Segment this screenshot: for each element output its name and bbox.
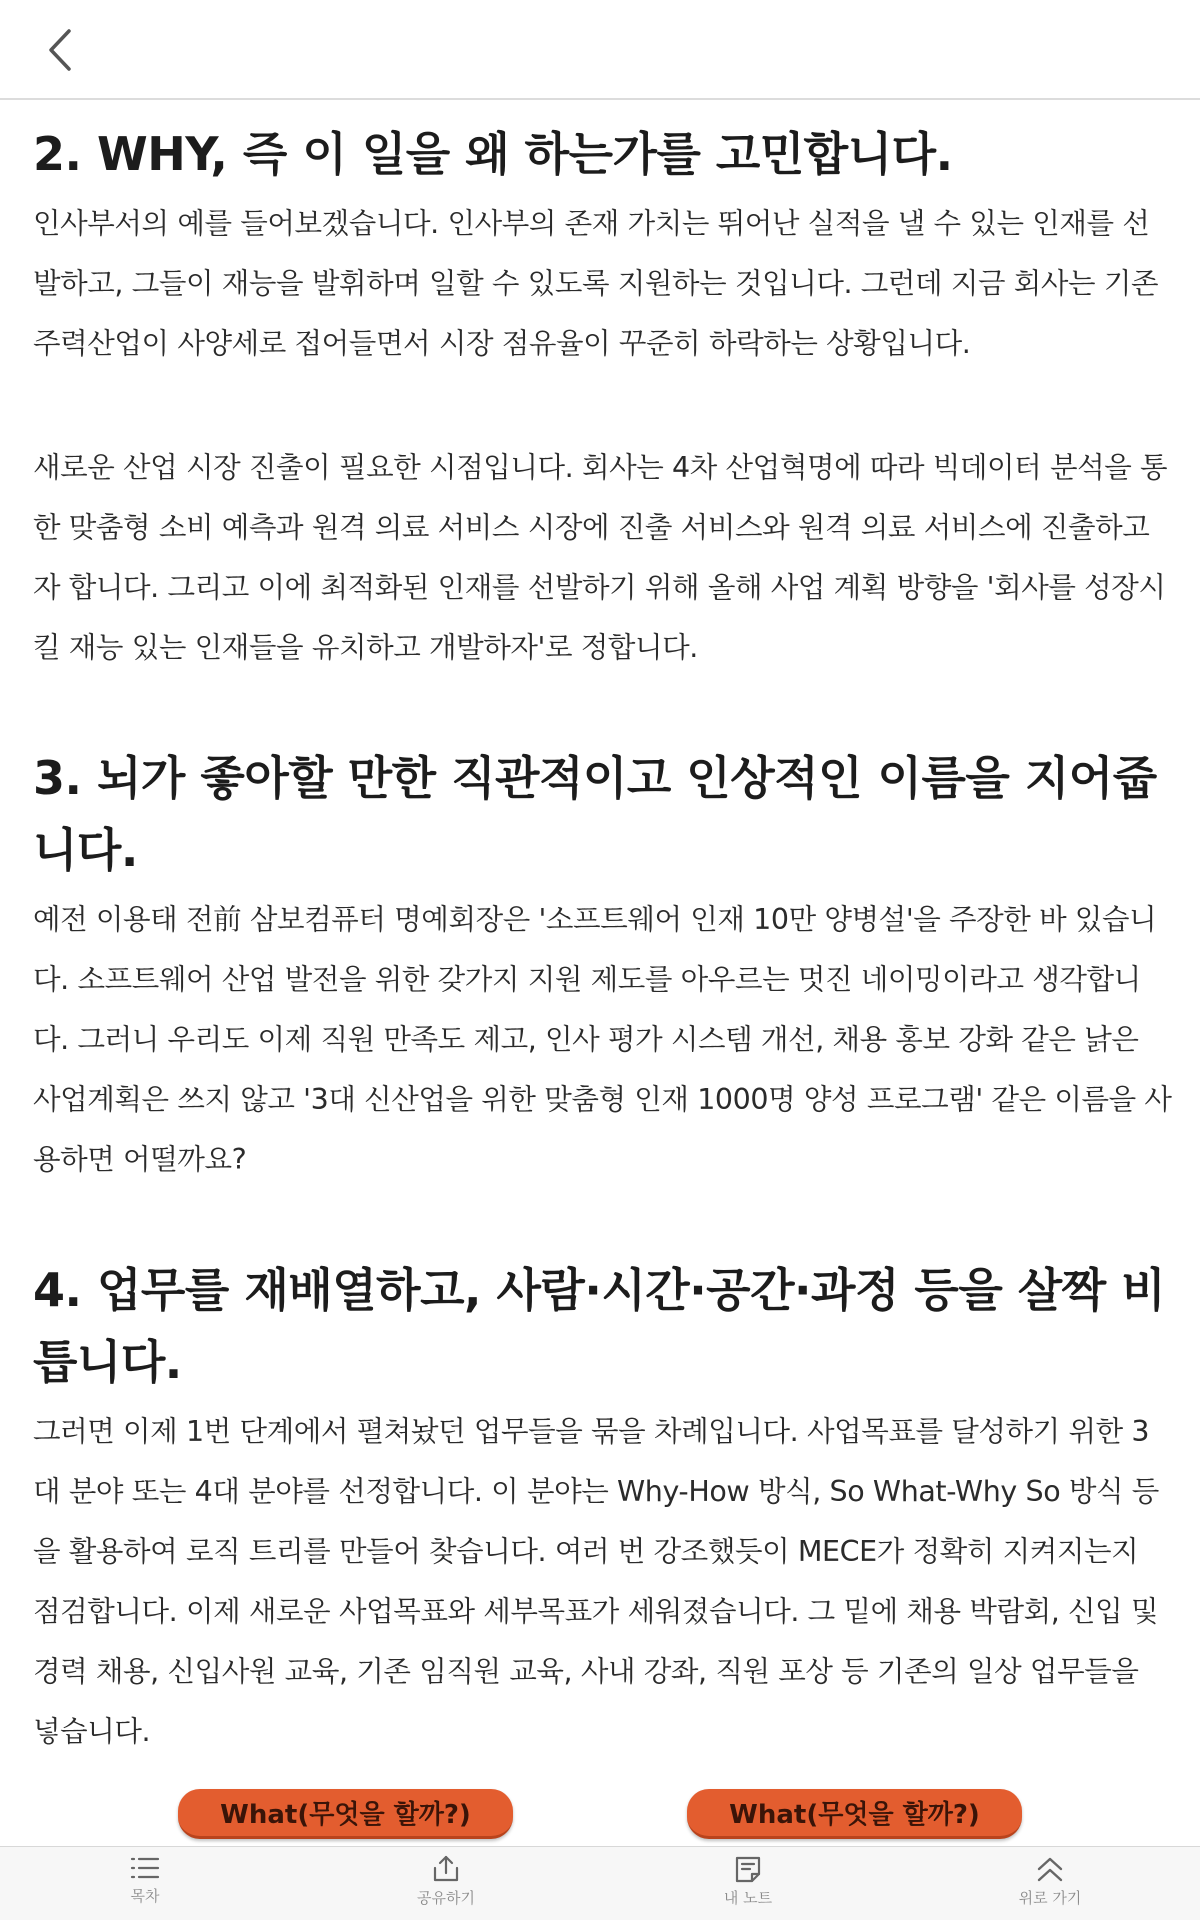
nav-notes[interactable] xyxy=(688,1855,808,1917)
what-button: What(무엇을 할까?) xyxy=(687,1789,1022,1839)
list-icon xyxy=(130,1855,160,1881)
what-button: What(무엇을 할까?) xyxy=(178,1789,513,1839)
paragraph: 예전 이용태 전前 삼보컴퓨터 명예회장은 '소프트웨어 인재 10만 양병설'을 주장한 바 있습니다. 소프트웨어 산업 발전을 위한 갖가지 지원 제도를 아우르는 멋진 네이밍이라고 생각합니다. 그러니 우리도 이제 직원 만족도 제고, 인사 평가 시스템 개선, 채용 홍보 강화 같은 낡은 사업계획은 쓰지 않고 '3대 신산업을 위한 맞춤형 인재 1000명 양성 프로그램' 같은 이름을 사용하면 어떨까요? xyxy=(33,903,1172,1176)
nav-scroll-top[interactable] xyxy=(990,1855,1110,1917)
article-body xyxy=(33,118,1173,1762)
section-heading: 4. 업무를 재배열하고, 사람·시간·공간·과정 등을 살짝 비틉니다. xyxy=(33,1263,1166,1389)
top-bar xyxy=(0,0,1200,100)
nav-label: 내 노트 xyxy=(723,1889,773,1907)
share-icon xyxy=(431,1855,461,1883)
chevron-left-icon xyxy=(45,27,75,73)
back-button[interactable] xyxy=(30,20,90,80)
bottom-nav xyxy=(0,1846,1200,1920)
double-chevron-up-icon xyxy=(1035,1855,1065,1883)
nav-label: 목차 xyxy=(130,1887,160,1905)
paragraph: 인사부서의 예를 들어보겠습니다. 인사부의 존재 가치는 뛰어난 실적을 낼 수 있는 인재를 선발하고, 그들이 재능을 발휘하며 일할 수 있도록 지원하는 것입니다. 그런데 지금 회사는 기존 주력산업이 사양세로 접어들면서 시장 점유율이 꾸준히 하락하는 상황입니다. xyxy=(33,207,1159,360)
paragraph: 새로운 산업 시장 진출이 필요한 시점입니다. 회사는 4차 산업혁명에 따라 빅데이터 분석을 통한 맞춤형 소비 예측과 원격 의료 서비스 시장에 진출 서비스와 원격 의료 서비스에 진출하고자 합니다. 그리고 이에 최적화된 인재를 선발하기 위해 올해 사업 계획 방향을 '회사를 성장시킬 재능 있는 인재들을 유치하고 개발하자'로 정합니다. xyxy=(33,451,1168,664)
nav-share[interactable] xyxy=(386,1855,506,1917)
nav-toc[interactable] xyxy=(85,1855,205,1917)
nav-label: 공유하기 xyxy=(417,1889,475,1907)
figure-preview xyxy=(0,1789,1200,1841)
section-heading: 3. 뇌가 좋아할 만한 직관적이고 인상적인 이름을 지어줍니다. xyxy=(33,751,1157,877)
note-icon xyxy=(734,1855,762,1883)
paragraph: 그러면 이제 1번 단계에서 펼쳐놨던 업무들을 묶을 차례입니다. 사업목표를 달성하기 위한 3대 분야 또는 4대 분야를 선정합니다. 이 분야는 Why-How 방식, So What-Why So 방식 등을 활용하여 로직 트리를 만들어 찾습니다. 여러 번 강조했듯이 MECE가 정확히 지켜지는지 점검합니다. 이제 새로운 사업목표와 세부목표가 세워졌습니다. 그 밑에 채용 박람회, 신입 및 경력 채용, 신입사원 교육, 기존 임직원 교육, 사내 강좌, 직원 포상 등 기존의 일상 업무들을 넣습니다. xyxy=(33,1415,1159,1748)
nav-label: 위로 가기 xyxy=(1018,1889,1082,1907)
section-heading: 2. WHY, 즉 이 일을 왜 하는가를 고민합니다. xyxy=(33,127,953,181)
